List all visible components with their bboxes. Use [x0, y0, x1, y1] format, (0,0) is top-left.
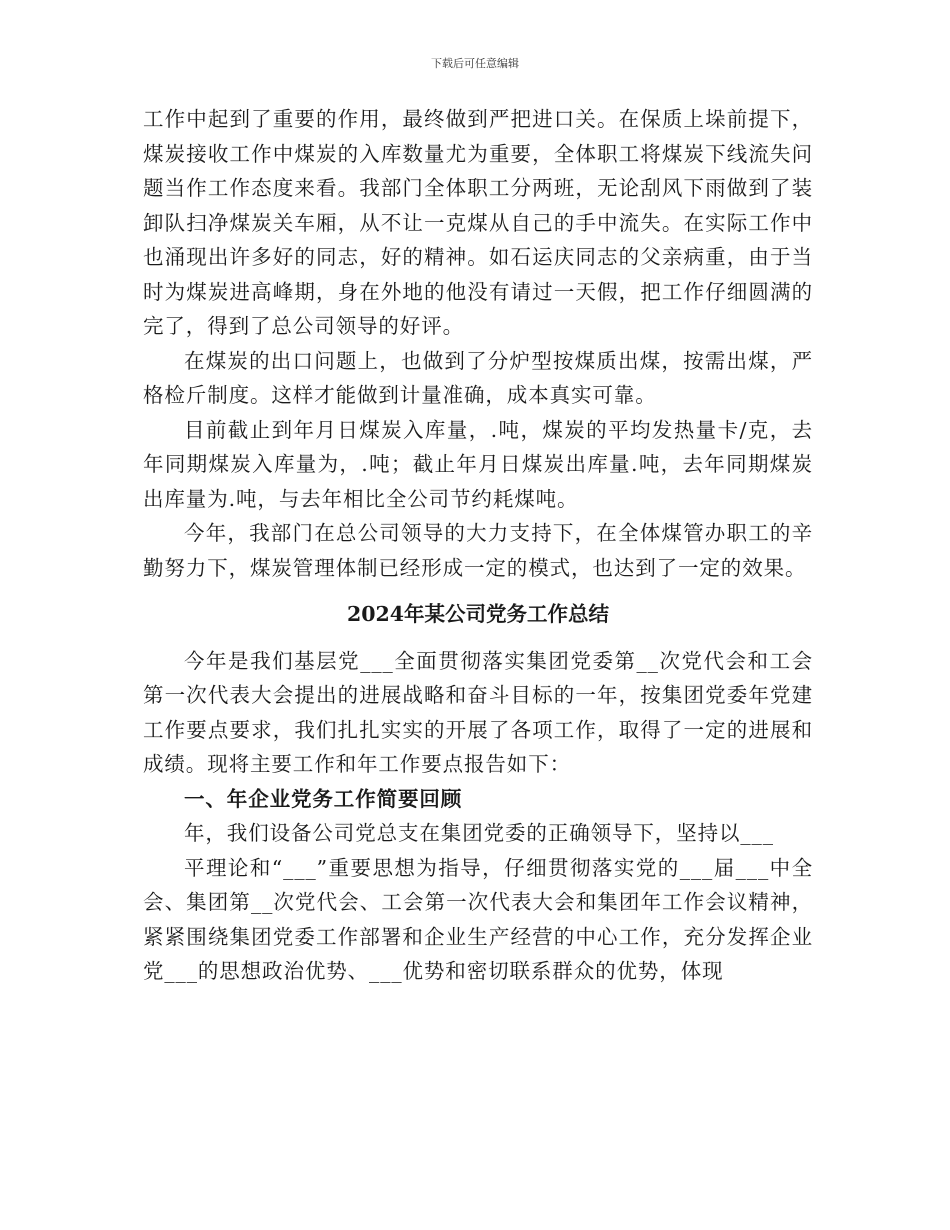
paragraph-continuation: 工作中起到了重要的作用，最终做到严把进口关。在保质上垛前提下，煤炭接收工作中煤炭的入库数量尤为重要，全体职工将煤炭下线流失问题当作工作态度来看。我部门全体职工分两班，无论刮风下雨做到了装卸队扫净煤炭关车厢，从不让一克煤从自己的手中流失。在实际工作中也涌现出许多好的同志，好的精神。如石运庆同志的父亲病重，由于当时为煤炭进高峰期，身在外地的他没有请过一天假，把工作仔细圆满的完了，得到了总公司领导的好评。: [143, 107, 813, 338]
section-heading: 一、年企业党务工作简要回顾: [184, 786, 463, 811]
paragraph-coal-export: 在煤炭的出口问题上，也做到了分炉型按煤质出煤，按需出煤，严格检斤制度。这样才能做到计量准确，成本真实可靠。: [143, 348, 813, 407]
document-body: [143, 102, 813, 989]
paragraph-department-summary: 今年，我部门在总公司领导的大力支持下，在全体煤管办职工的辛勤努力下，煤炭管理体制已经形成一定的模式，也达到了一定的效果。: [143, 521, 813, 580]
paragraph-review-start: 年，我们设备公司党总支在集团党委的正确领导下，坚持以___: [184, 821, 774, 845]
document-title: 2024年某公司党务工作总结: [346, 602, 610, 626]
paragraph-coal-statistics: 目前截止到年月日煤炭入库量，.吨，煤炭的平均发热量卡/克，去年同期煤炭入库量为，.吨；截止年月日煤炭出库量.吨，去年同期煤炭出库量为.吨，与去年相比全公司节约耗煤吨。: [143, 417, 813, 511]
paragraph-review-body: 平理论和“___”重要思想为指导，仔细贯彻落实党的___届___中全会、集团第__次党代会、工会第一次代表大会和集团年工作会议精神，紧紧围绕集团党委工作部署和企业生产经营的中心工作，充分发挥企业党___的思想政治优势、___优势和密切联系群众的优势，体现: [143, 855, 813, 983]
page-header-note: 下载后可任意编辑: [431, 57, 519, 70]
paragraph-intro: 今年是我们基层党___全面贯彻落实集团党委第__次党代会和工会第一次代表大会提出的进展战略和奋斗目标的一年，按集团党委年党建工作要点要求，我们扎扎实实的开展了各项工作，取得了一定的进展和成绩。现将主要工作和年工作要点报告如下：: [143, 648, 813, 776]
